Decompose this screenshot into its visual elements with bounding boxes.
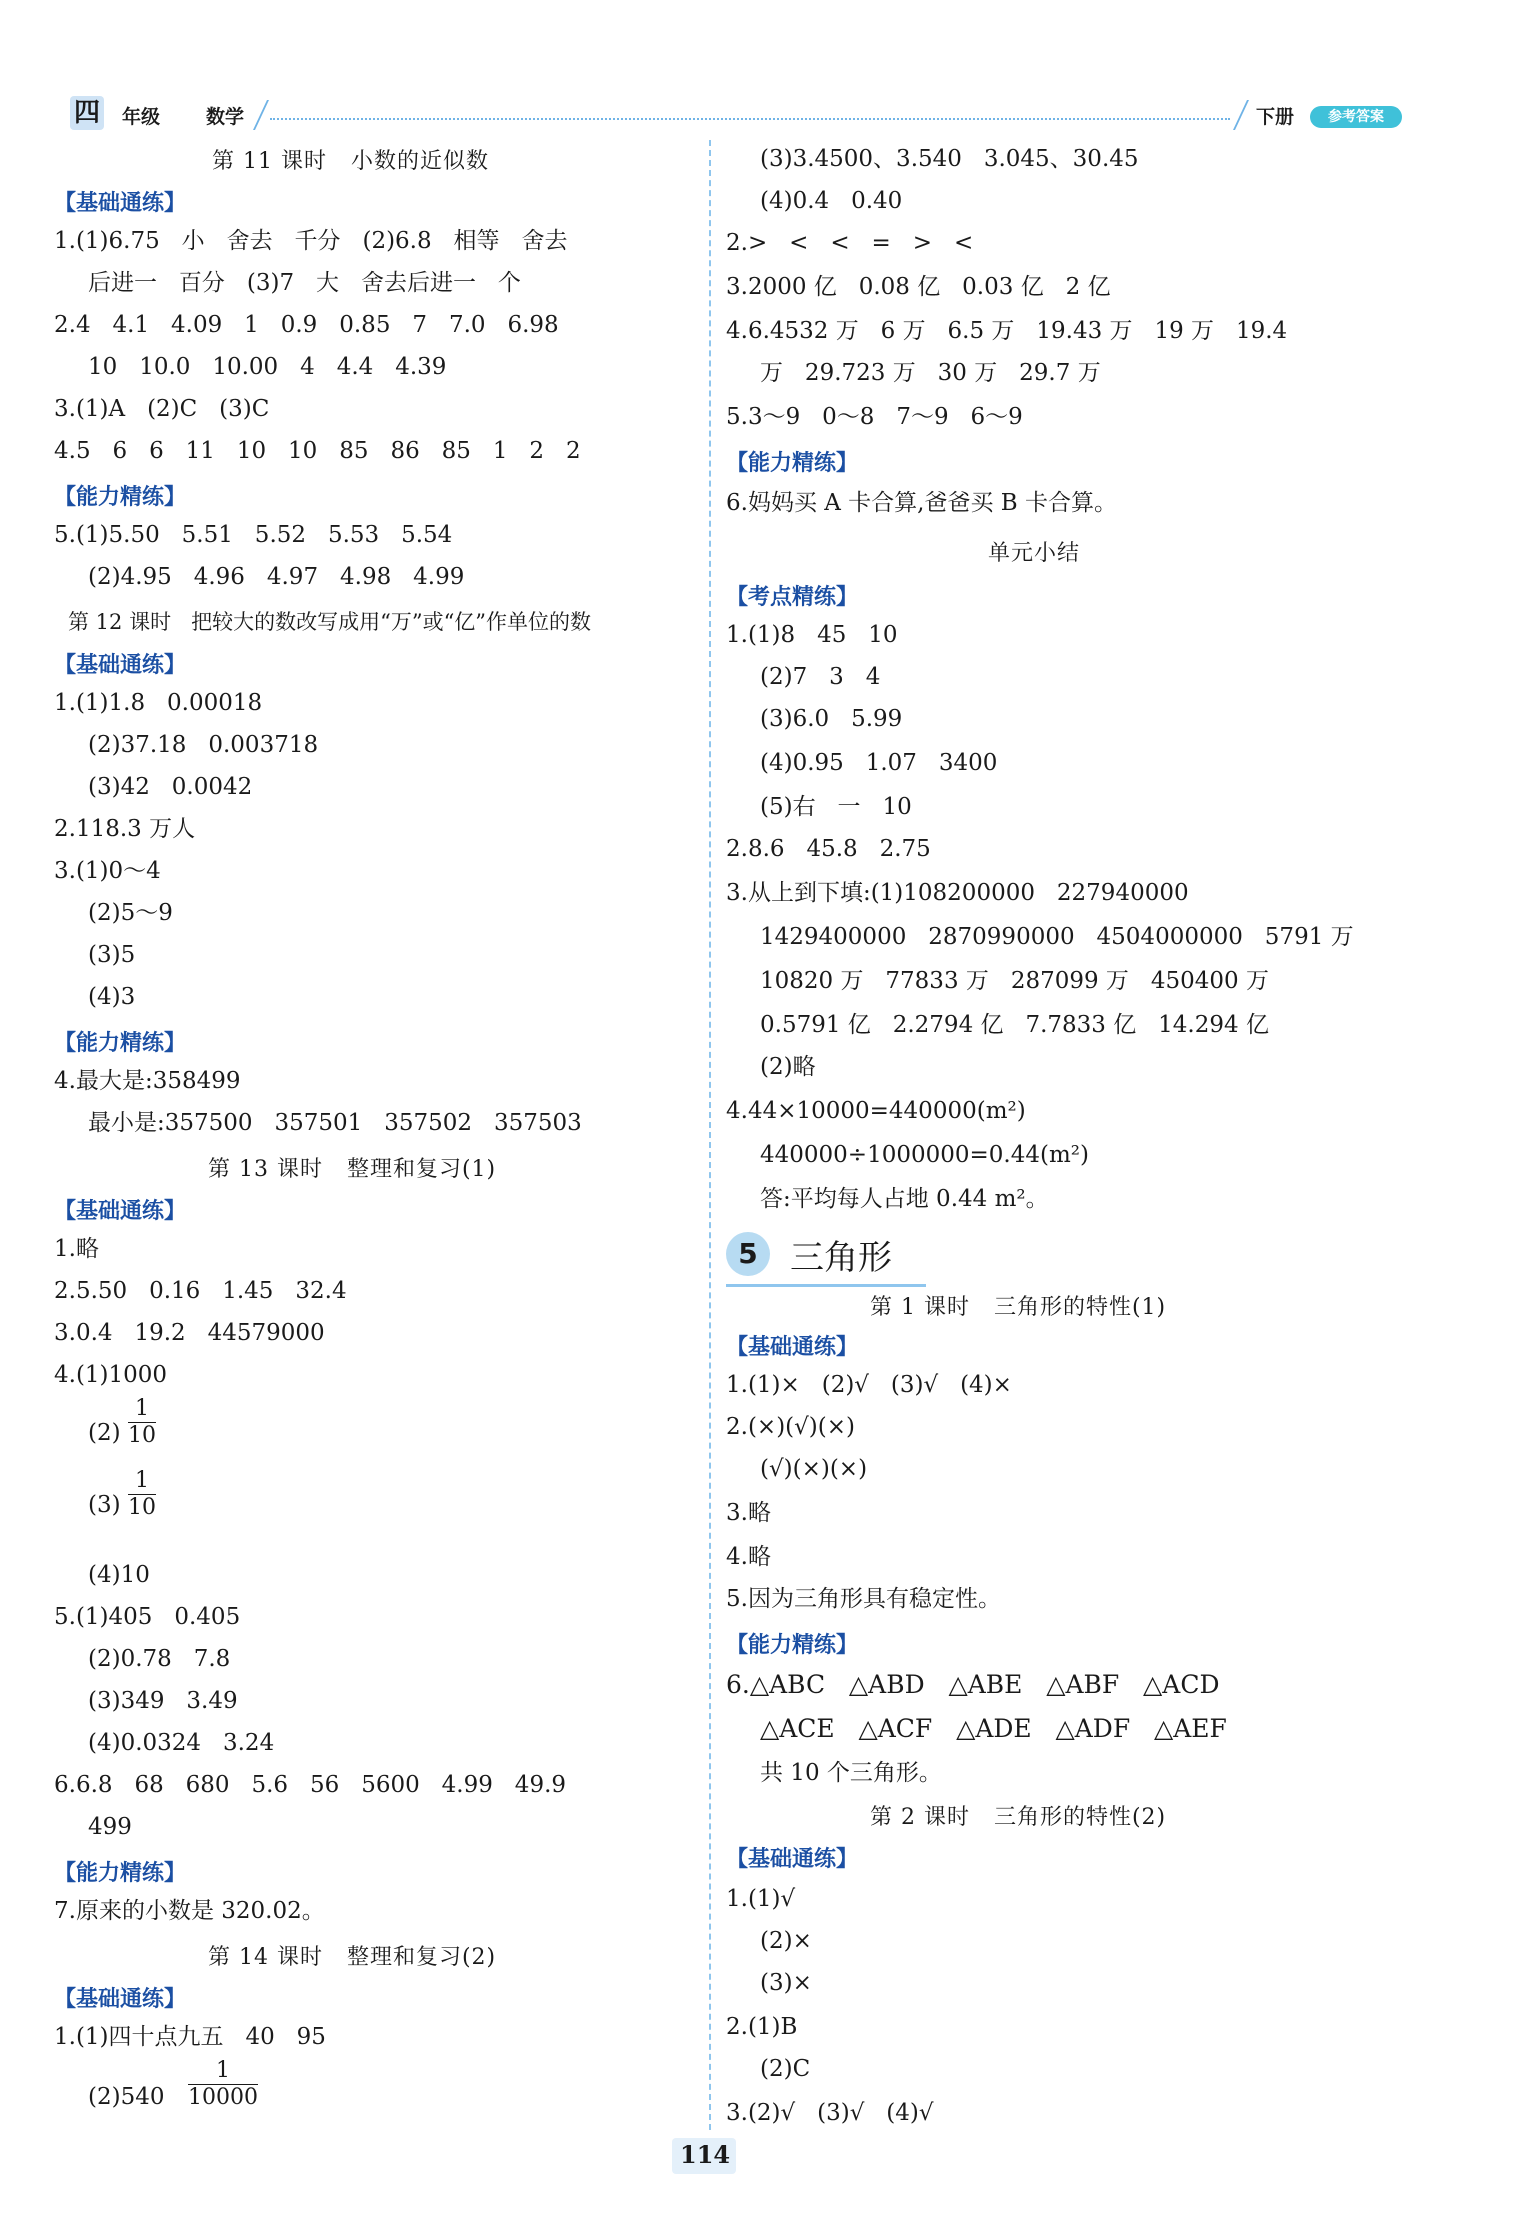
- answer-line: (2)5～9: [88, 900, 173, 926]
- lesson-title: 第 13 课时 整理和复习(1): [208, 1157, 497, 1182]
- answer-line: 4.(1)1000: [54, 1362, 168, 1388]
- fraction-numerator: 1: [188, 2058, 258, 2085]
- fraction-denominator: 10000: [188, 2085, 258, 2110]
- answer-line: 5.(1)5.50 5.51 5.52 5.53 5.54: [54, 522, 453, 548]
- section-heading: 【基础通练】: [726, 1335, 859, 1360]
- answer-line: 答:平均每人占地 0.44 m²。: [760, 1186, 1049, 1212]
- answer-line: 10 10.0 10.00 4 4.4 4.39: [88, 354, 447, 380]
- section-heading: 【能力精练】: [726, 1633, 859, 1658]
- section-heading: 【基础通练】: [54, 1199, 187, 1224]
- answer-line: (2): [88, 1420, 121, 1446]
- fraction: [128, 1396, 156, 1449]
- column-divider: [709, 140, 711, 2130]
- fraction-denominator: 10: [128, 1495, 156, 1520]
- answer-line: (2)×: [760, 1928, 812, 1954]
- answer-line: 1.略: [54, 1236, 99, 1262]
- fraction-denominator: 10: [128, 1423, 156, 1448]
- answer-line: (2)7 3 4: [760, 664, 881, 690]
- fraction-numerator: 1: [128, 1396, 156, 1423]
- answer-line: (4)10: [88, 1562, 150, 1588]
- chapter-underline: [726, 1284, 926, 1287]
- answer-line: 2.118.3 万人: [54, 816, 196, 842]
- answer-line: 6.妈妈买 A 卡合算,爸爸买 B 卡合算。: [726, 490, 1118, 516]
- answer-line: 共 10 个三角形。: [760, 1760, 942, 1786]
- header-dotted-line: [270, 118, 1230, 120]
- answer-line: 10820 万 77833 万 287099 万 450400 万: [760, 968, 1269, 994]
- answer-line: 440000÷1000000=0.44(m²): [760, 1142, 1089, 1168]
- answer-line: 4.5 6 6 11 10 10 85 86 85 1 2 2: [54, 438, 581, 464]
- header-slash: [1233, 100, 1249, 130]
- section-heading: 【能力精练】: [54, 485, 187, 510]
- answer-line: (3)349 3.49: [88, 1688, 238, 1714]
- answer-line: (4)0.0324 3.24: [88, 1730, 275, 1756]
- section-heading: 【基础通练】: [54, 1987, 187, 2012]
- answer-line: (2)C: [760, 2056, 811, 2082]
- answer-line: 2.8.6 45.8 2.75: [726, 836, 931, 862]
- answer-line: (4)0.4 0.40: [760, 188, 903, 214]
- volume-label: 下册: [1256, 106, 1295, 128]
- answer-line: 1429400000 2870990000 4504000000 5791 万: [760, 924, 1354, 950]
- answer-line: (2)0.78 7.8: [88, 1646, 231, 1672]
- answer-line: (3)5: [88, 942, 136, 968]
- answer-line: 3.0.4 19.2 44579000: [54, 1320, 325, 1346]
- answer-line: (2)37.18 0.003718: [88, 732, 319, 758]
- answer-line: (2)540: [88, 2084, 165, 2110]
- section-heading: 【能力精练】: [54, 1861, 187, 1886]
- answer-line: 6.△ABC △ABD △ABE △ABF △ACD: [726, 1670, 1220, 1699]
- answer-line: 后进一 百分 (3)7 大 舍去后进一 个: [88, 270, 521, 296]
- lesson-title: 第 1 课时 三角形的特性(1): [870, 1295, 1167, 1320]
- answer-line: 4.略: [726, 1544, 771, 1570]
- answer-line: 1.(1)1.8 0.00018: [54, 690, 263, 716]
- answer-line: 5.因为三角形具有稳定性。: [726, 1586, 1001, 1612]
- lesson-title: 第 12 课时 把较大的数改写成用“万”或“亿”作单位的数: [68, 610, 592, 634]
- answer-tag: 参考答案: [1310, 106, 1402, 128]
- page-header: [60, 92, 1384, 136]
- section-heading: 【能力精练】: [54, 1031, 187, 1056]
- subject-label: 数学: [206, 106, 245, 128]
- grade-label: 年级: [122, 106, 161, 128]
- answer-line: 5.(1)405 0.405: [54, 1604, 241, 1630]
- answer-line: 万 29.723 万 30 万 29.7 万: [760, 360, 1101, 386]
- answer-line: 6.6.8 68 680 5.6 56 5600 4.99 49.9: [54, 1772, 567, 1798]
- lesson-title: 第 2 课时 三角形的特性(2): [870, 1805, 1167, 1830]
- section-heading: 【基础通练】: [54, 653, 187, 678]
- answer-line: (3): [88, 1492, 121, 1518]
- answer-line: 4.6.4532 万 6 万 6.5 万 19.43 万 19 万 19.4: [726, 318, 1288, 344]
- answer-line: 3.2000 亿 0.08 亿 0.03 亿 2 亿: [726, 274, 1111, 300]
- answer-line: 3.从上到下填:(1)108200000 227940000: [726, 880, 1189, 906]
- answer-line: 3.(2)√ (3)√ (4)√: [726, 2100, 934, 2126]
- answer-line: 3.(1)0～4: [54, 858, 161, 884]
- section-heading: 【基础通练】: [54, 191, 187, 216]
- section-heading: 【考点精练】: [726, 585, 859, 610]
- answer-line: 1.(1)四十点九五 40 95: [54, 2024, 326, 2050]
- answer-line: (5)右 一 10: [760, 794, 912, 820]
- answer-line: (3)6.0 5.99: [760, 706, 903, 732]
- answer-line: 5.3～9 0～8 7～9 6～9: [726, 404, 1023, 430]
- chapter-title: 三角形: [790, 1238, 892, 1278]
- answer-line: △ACE △ACF △ADE △ADF △AEF: [760, 1714, 1227, 1743]
- fraction-numerator: 1: [128, 1468, 156, 1495]
- header-slash: [253, 100, 269, 130]
- answer-line: 2.(1)B: [726, 2014, 798, 2040]
- answer-line: 2.5.50 0.16 1.45 32.4: [54, 1278, 347, 1304]
- answer-line: 1.(1)× (2)√ (3)√ (4)×: [726, 1372, 1012, 1398]
- answer-line: 1.(1)8 45 10: [726, 622, 898, 648]
- answer-line: 499: [88, 1814, 132, 1840]
- answer-line: 4.44×10000=440000(m²): [726, 1098, 1026, 1124]
- answer-line: (2)4.95 4.96 4.97 4.98 4.99: [88, 564, 465, 590]
- answer-line: 最小是:357500 357501 357502 357503: [88, 1110, 582, 1136]
- answer-line: (4)0.95 1.07 3400: [760, 750, 998, 776]
- answer-line: 2.4 4.1 4.09 1 0.9 0.85 7 7.0 6.98: [54, 312, 559, 338]
- answer-line: (√)(×)(×): [760, 1456, 868, 1482]
- lesson-title: 第 11 课时 小数的近似数: [212, 149, 489, 174]
- chapter-number-badge: 5: [726, 1232, 770, 1276]
- answer-line: 2.(×)(√)(×): [726, 1414, 855, 1440]
- answer-line: 3.(1)A (2)C (3)C: [54, 396, 270, 422]
- fraction: [188, 2058, 258, 2111]
- answer-line: 2.> < < = > <: [726, 230, 974, 256]
- answer-line: 4.最大是:358499: [54, 1068, 241, 1094]
- page-number: 114: [680, 2140, 731, 2169]
- answer-line: 3.略: [726, 1500, 771, 1526]
- section-heading: 【基础通练】: [726, 1847, 859, 1872]
- answer-line: 1.(1)√: [726, 1886, 796, 1912]
- answer-line: 0.5791 亿 2.2794 亿 7.7833 亿 14.294 亿: [760, 1012, 1269, 1038]
- answer-line: (3)3.4500、3.540 3.045、30.45: [760, 146, 1139, 172]
- answer-line: 1.(1)6.75 小 舍去 千分 (2)6.8 相等 舍去: [54, 228, 568, 254]
- grade-badge: 四: [70, 96, 104, 130]
- unit-summary-title: 单元小结: [988, 541, 1081, 566]
- answer-line: (3)42 0.0042: [88, 774, 253, 800]
- answer-line: (4)3: [88, 984, 136, 1010]
- fraction: [128, 1468, 156, 1521]
- section-heading: 【能力精练】: [726, 451, 859, 476]
- lesson-title: 第 14 课时 整理和复习(2): [208, 1945, 497, 1970]
- answer-line: 7.原来的小数是 320.02。: [54, 1898, 325, 1924]
- answer-line: (2)略: [760, 1054, 816, 1080]
- answer-line: (3)×: [760, 1970, 812, 1996]
